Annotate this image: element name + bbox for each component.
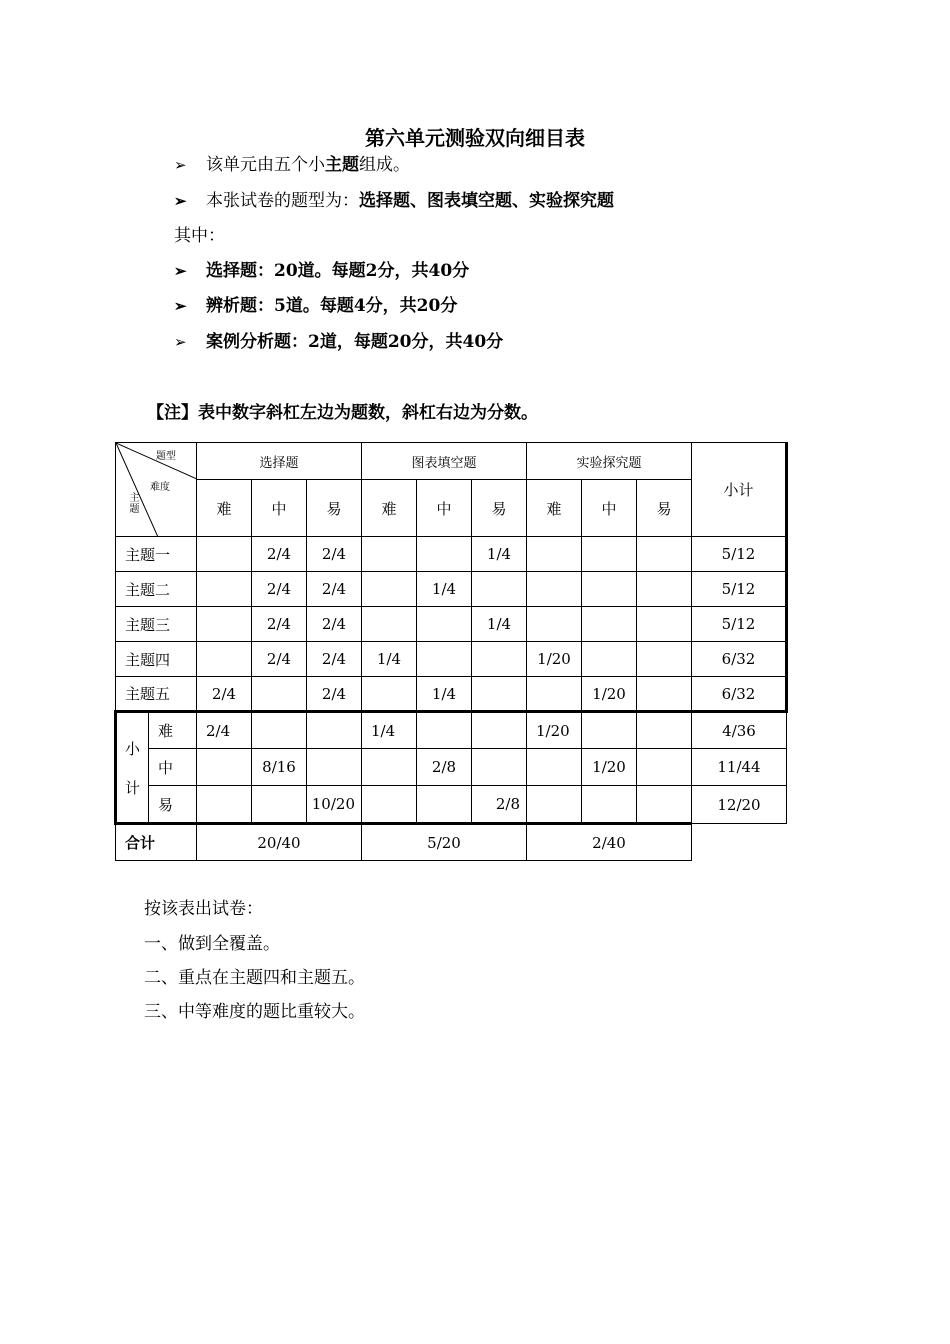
topic-cell xyxy=(527,537,582,572)
bullet-1-bold: 主题 xyxy=(325,155,359,175)
subtotal-cell: 1/4 xyxy=(362,712,417,749)
sum-row xyxy=(116,824,787,861)
subtotal-cell xyxy=(362,786,417,824)
topic-row xyxy=(116,537,787,572)
type-header-chart: 图表填空题 xyxy=(362,443,527,480)
bullet-4-text: 辨析题：5道。每题4分，共20分 xyxy=(206,296,458,316)
topic-cell: 1/4 xyxy=(472,607,527,642)
topic-cell xyxy=(417,537,472,572)
topic-row xyxy=(116,572,787,607)
sum-chart: 5/20 xyxy=(362,824,527,861)
topic-cell xyxy=(197,607,252,642)
bullet-1-prefix: 该单元由五个小 xyxy=(206,155,325,175)
subtotal-cell xyxy=(637,712,692,749)
topic-cell: 2/4 xyxy=(307,677,362,712)
subtotal-level: 易 xyxy=(149,786,197,824)
topic-cell: 2/4 xyxy=(307,607,362,642)
sum-label: 合计 xyxy=(116,824,197,861)
topic-total: 5/12 xyxy=(692,537,787,572)
topic-cell: 1/20 xyxy=(527,642,582,677)
subtotal-cell: 10/20 xyxy=(307,786,362,824)
level-header: 难 xyxy=(362,480,417,537)
sum-empty-cell xyxy=(692,824,787,861)
subtotal-cell xyxy=(197,749,252,786)
subtotal-cell xyxy=(252,786,307,824)
topic-cell: 2/4 xyxy=(252,537,307,572)
topic-cell xyxy=(417,607,472,642)
bullet-5 xyxy=(174,327,503,352)
topic-cell xyxy=(197,572,252,607)
tail-line-3: 二、重点在主题四和主题五。 xyxy=(144,968,365,988)
topic-cell xyxy=(472,642,527,677)
topic-cell xyxy=(582,572,637,607)
bullet-1-suffix: 组成。 xyxy=(359,155,410,175)
subtotal-total: 11/44 xyxy=(692,749,787,786)
table-note: 【注】表中数字斜杠左边为题数，斜杠右边为分数。 xyxy=(147,403,538,423)
arrow-bullet-icon: ➢ xyxy=(174,333,187,351)
bullet-2-prefix: 本张试卷的题型为： xyxy=(206,191,359,211)
topic-cell xyxy=(527,607,582,642)
level-header: 中 xyxy=(252,480,307,537)
topic-cell: 2/4 xyxy=(307,642,362,677)
topic-total: 6/32 xyxy=(692,642,787,677)
topic-cell xyxy=(362,537,417,572)
subtotal-cell: 2/8 xyxy=(472,786,527,824)
topic-row xyxy=(116,607,787,642)
bullet-4 xyxy=(174,291,457,316)
page-title: 第六单元测验双向细目表 xyxy=(365,126,585,150)
subtotal-cell xyxy=(637,749,692,786)
bullet-3-text: 选择题：20道。每题2分，共40分 xyxy=(206,261,470,281)
topic-cell: 1/4 xyxy=(362,642,417,677)
topic-cell xyxy=(637,677,692,712)
level-header: 易 xyxy=(307,480,362,537)
corner-header-cell xyxy=(116,443,197,537)
topic-total: 5/12 xyxy=(692,572,787,607)
corner-type-label: 题型 xyxy=(156,451,176,462)
arrow-bullet-icon: ➢ xyxy=(174,262,187,280)
level-header-row xyxy=(116,480,787,537)
topic-cell xyxy=(362,572,417,607)
subtotal-cell: 1/20 xyxy=(582,749,637,786)
topic-cell: 1/4 xyxy=(417,572,472,607)
subtotal-row-label xyxy=(116,712,149,824)
subtotal-cell xyxy=(582,712,637,749)
level-header: 易 xyxy=(637,480,692,537)
topic-name: 主题五 xyxy=(116,677,197,712)
tail-line-2: 一、做到全覆盖。 xyxy=(144,934,280,954)
topic-cell xyxy=(582,607,637,642)
tail-line-1: 按该表出试卷： xyxy=(144,899,263,919)
bullet-2-bold: 选择题、图表填空题、实验探究题 xyxy=(359,191,614,211)
topic-cell xyxy=(527,572,582,607)
subtotal-cell: 1/20 xyxy=(527,712,582,749)
arrow-bullet-icon: ➢ xyxy=(174,192,187,210)
spec-table xyxy=(114,442,788,861)
level-header: 中 xyxy=(582,480,637,537)
topic-cell xyxy=(197,642,252,677)
topic-cell: 2/4 xyxy=(252,607,307,642)
level-header: 难 xyxy=(197,480,252,537)
topic-name: 主题三 xyxy=(116,607,197,642)
subtotal-cell xyxy=(582,786,637,824)
bullet-5-text: 案例分析题：2道，每题20分，共40分 xyxy=(206,332,504,352)
corner-topic-label: 主题 xyxy=(129,493,140,515)
subtotal-label-char: 小 xyxy=(124,739,140,758)
topic-cell: 2/4 xyxy=(307,572,362,607)
subtotal-cell xyxy=(472,712,527,749)
topic-cell xyxy=(582,537,637,572)
subtotal-cell: 8/16 xyxy=(252,749,307,786)
subtotal-cell xyxy=(417,786,472,824)
subtotal-level: 中 xyxy=(149,749,197,786)
subtotal-cell xyxy=(307,749,362,786)
topic-cell xyxy=(417,642,472,677)
topic-row xyxy=(116,642,787,677)
topic-cell xyxy=(197,537,252,572)
topic-cell xyxy=(252,677,307,712)
subtotal-total: 4/36 xyxy=(692,712,787,749)
subtotal-cell xyxy=(197,786,252,824)
topic-cell: 1/4 xyxy=(417,677,472,712)
subtotal-cell: 2/8 xyxy=(417,749,472,786)
topic-cell xyxy=(362,677,417,712)
topic-total: 6/32 xyxy=(692,677,787,712)
topic-cell xyxy=(637,607,692,642)
subtotal-cell xyxy=(362,749,417,786)
corner-level-label: 难度 xyxy=(150,482,170,493)
topic-cell: 2/4 xyxy=(307,537,362,572)
type-header-experiment: 实验探究题 xyxy=(527,443,692,480)
subtotal-cell xyxy=(637,786,692,824)
subtotal-level: 难 xyxy=(149,712,197,749)
tail-line-4: 三、中等难度的题比重较大。 xyxy=(144,1002,365,1022)
subtotal-row xyxy=(116,712,787,749)
subtotal-row xyxy=(116,749,787,786)
bullet-1 xyxy=(174,150,410,175)
subtotal-cell xyxy=(472,749,527,786)
topic-cell xyxy=(637,642,692,677)
subtotal-header: 小计 xyxy=(692,443,787,537)
subtotal-cell xyxy=(252,712,307,749)
subtotal-cell xyxy=(527,786,582,824)
topic-name: 主题一 xyxy=(116,537,197,572)
topic-cell xyxy=(582,642,637,677)
level-header: 易 xyxy=(472,480,527,537)
sum-experiment: 2/40 xyxy=(527,824,692,861)
sum-choice: 20/40 xyxy=(197,824,362,861)
topic-name: 主题四 xyxy=(116,642,197,677)
topic-cell xyxy=(472,677,527,712)
topic-cell: 1/4 xyxy=(472,537,527,572)
subtotal-cell: 2/4 xyxy=(197,712,252,749)
topic-cell xyxy=(362,607,417,642)
topic-cell xyxy=(637,537,692,572)
among-text: 其中： xyxy=(174,226,225,246)
level-header: 中 xyxy=(417,480,472,537)
subtotal-label-char: 计 xyxy=(124,778,140,797)
level-header: 难 xyxy=(527,480,582,537)
bullet-2 xyxy=(174,186,614,211)
topic-cell: 2/4 xyxy=(252,642,307,677)
topic-cell: 2/4 xyxy=(252,572,307,607)
topic-cell xyxy=(637,572,692,607)
topic-row xyxy=(116,677,787,712)
topic-cell xyxy=(472,572,527,607)
topic-cell: 1/20 xyxy=(582,677,637,712)
type-header-choice: 选择题 xyxy=(197,443,362,480)
topic-name: 主题二 xyxy=(116,572,197,607)
subtotal-total: 12/20 xyxy=(692,786,787,824)
bullet-3 xyxy=(174,256,469,281)
topic-cell xyxy=(527,677,582,712)
subtotal-cell xyxy=(307,712,362,749)
arrow-bullet-icon: ➢ xyxy=(174,156,187,174)
subtotal-cell xyxy=(417,712,472,749)
topic-total: 5/12 xyxy=(692,607,787,642)
subtotal-row xyxy=(116,786,787,824)
subtotal-cell xyxy=(527,749,582,786)
topic-cell: 2/4 xyxy=(197,677,252,712)
arrow-bullet-icon: ➢ xyxy=(174,297,187,315)
